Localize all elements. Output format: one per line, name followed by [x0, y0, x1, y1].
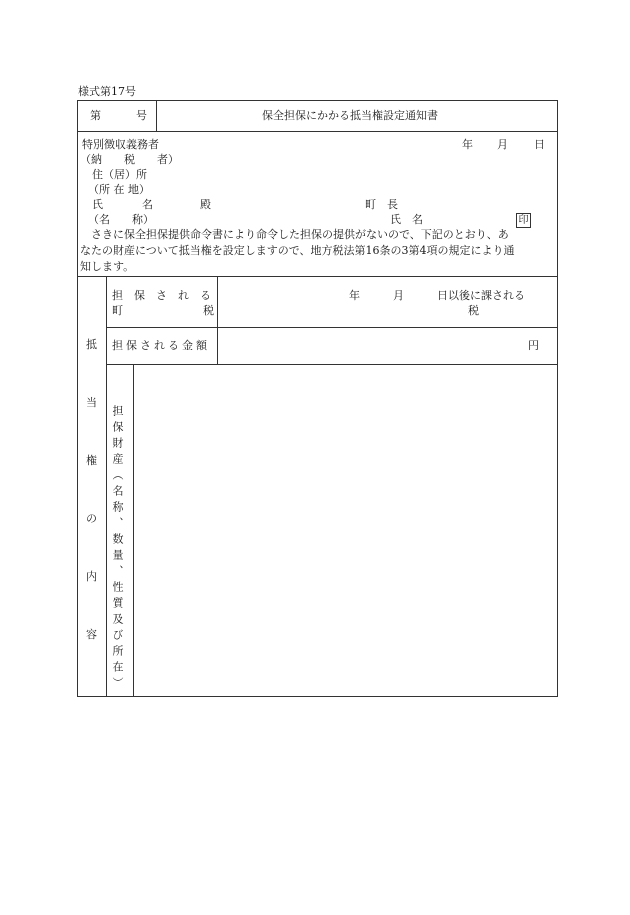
seal-stamp: 印 [516, 213, 531, 228]
taxpayer-label: （納 税 者） [80, 153, 179, 166]
secured-tax-label-line1: 担 保 さ れ る [112, 289, 211, 302]
number-label-dai: 第 [90, 109, 101, 122]
header-divider-vertical [156, 100, 157, 131]
obligor-label: 特別徴収義務者 [82, 138, 159, 151]
secured-tax-bottom-rule [106, 327, 557, 328]
secured-tax-label-town: 町 [112, 304, 123, 317]
side-column-rule [106, 276, 107, 696]
name-label-mei: 名 [142, 198, 153, 211]
notice-line-3: 知します。 [80, 260, 135, 273]
address-label: 住（居）所 [92, 168, 147, 181]
notice-line-1: さきに保全担保提供命令書により命令した担保の提供がないので、下記のとおり、あ [80, 228, 509, 241]
label-column-rule [217, 276, 218, 364]
secured-tax-tax-text: 税 [468, 304, 479, 317]
date-year: 年 [462, 138, 473, 151]
number-label-go: 号 [136, 109, 147, 122]
date-month: 月 [497, 138, 508, 151]
mayor-name-label: 氏 名 [390, 213, 423, 226]
side-label-char-5: 内 [86, 570, 97, 583]
corporate-name-label: （名 称） [88, 213, 154, 226]
header-bottom-rule [77, 131, 557, 132]
side-label-char-6: 容 [86, 628, 97, 641]
amount-label: 担保される金額 [112, 339, 210, 352]
form-number: 様式第17号 [78, 85, 136, 98]
secured-tax-label-tax: 税 [203, 304, 214, 317]
side-label-char-4: の [86, 512, 97, 525]
property-entry-area[interactable] [134, 365, 556, 695]
town-head-label: 町 長 [365, 198, 398, 211]
honorific-dono: 殿 [200, 198, 211, 211]
name-label-shi: 氏 [92, 198, 103, 211]
document-title: 保全担保にかかる抵当権設定通知書 [262, 109, 438, 122]
location-label: （所 在 地） [88, 183, 150, 196]
secured-tax-date-text: 年 月 日以後に課される [349, 289, 525, 302]
side-label-char-1: 抵 [86, 338, 97, 351]
top-block-bottom-rule [77, 276, 557, 277]
property-label: 担保財産（名称、数量、性質及び所在） [111, 405, 124, 693]
side-label-char-2: 当 [86, 396, 97, 409]
date-day: 日 [534, 138, 545, 151]
notice-line-2: なたの財産について抵当権を設定しますので、地方税法第16条の3第4項の規定により通 [80, 244, 515, 257]
side-label-char-3: 権 [86, 454, 97, 467]
amount-unit: 円 [528, 339, 539, 352]
